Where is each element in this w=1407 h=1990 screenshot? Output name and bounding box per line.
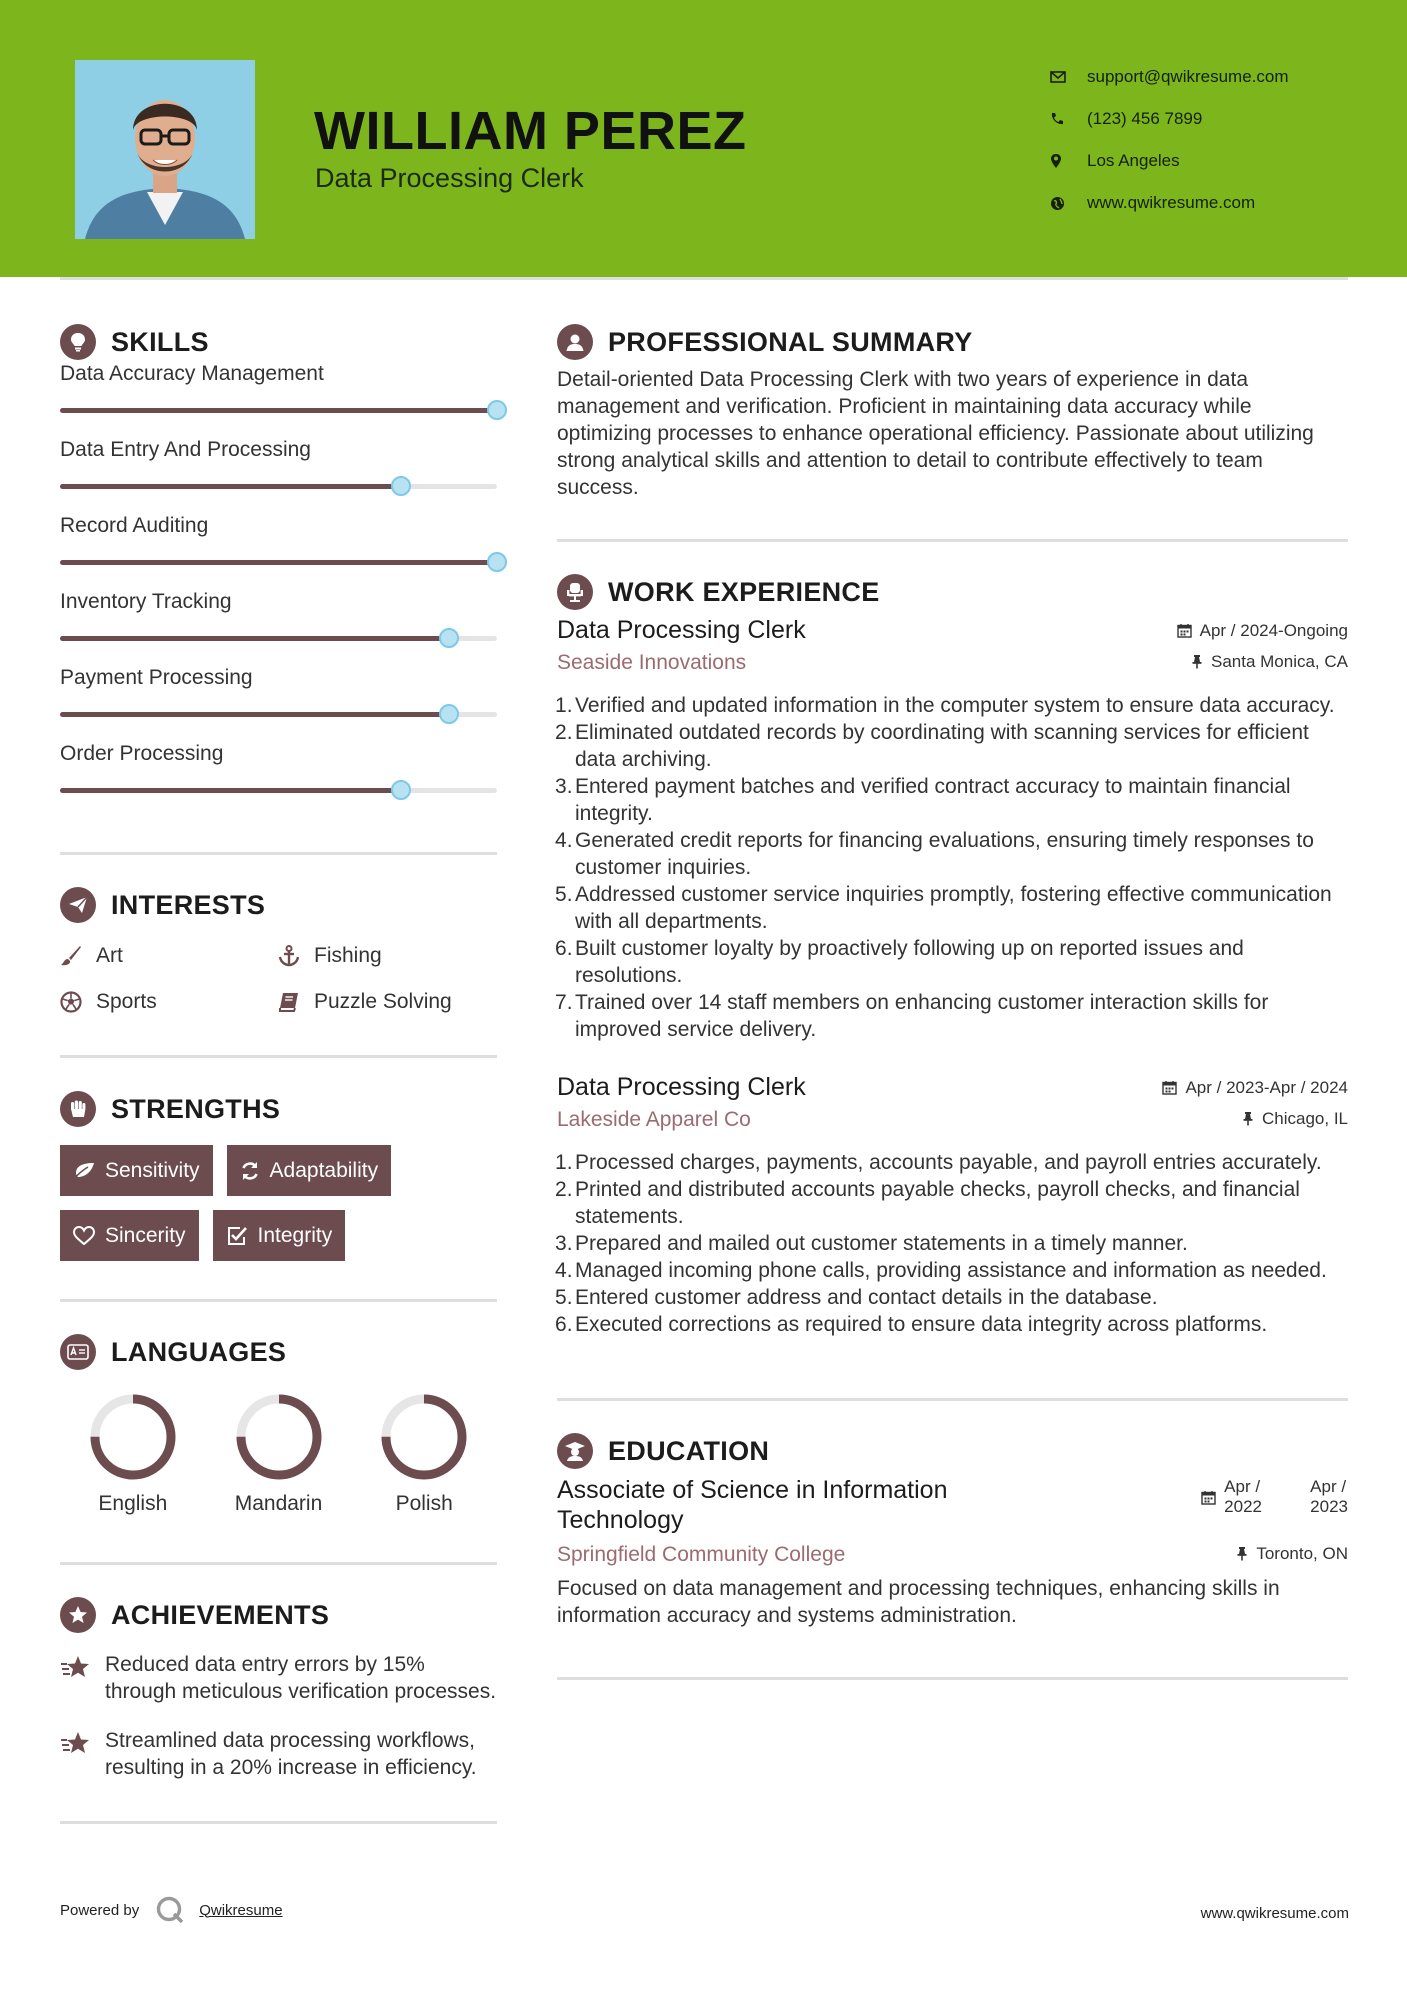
brush-icon [60, 945, 96, 967]
skill-name: Record Auditing [60, 514, 209, 537]
job-bullet: Entered customer address and contact details in the database. [575, 1286, 1158, 1309]
skill-bar-knob [487, 400, 507, 420]
job-bullet: Trained over 14 staff members on enhancing customer interaction skills for improved service delivery. [575, 991, 1269, 1041]
education-end-month: Apr / [1310, 1477, 1347, 1496]
skill-name: Data Entry And Processing [60, 438, 311, 461]
pushpin-icon [1242, 1111, 1254, 1126]
language-label: Polish [395, 1492, 453, 1515]
book-icon [278, 991, 314, 1013]
skill-item [60, 356, 497, 432]
interests-list [60, 941, 497, 1017]
skills-title: SKILLS [111, 326, 209, 357]
calendar-icon [1177, 623, 1192, 638]
graduate-icon [557, 1433, 593, 1469]
contact-phone[interactable] [1050, 98, 1390, 140]
globe-icon [1050, 196, 1087, 211]
job-title: Data Processing Clerk [557, 1073, 806, 1101]
candidate-name: WILLIAM PEREZ [314, 101, 747, 161]
skill-bar [60, 408, 497, 413]
calendar-icon [1201, 1490, 1216, 1505]
strength-label: Adaptability [269, 1158, 379, 1182]
heart-icon [73, 1226, 95, 1246]
education-end [1310, 1477, 1348, 1517]
summary-title: PROFESSIONAL SUMMARY [608, 326, 973, 357]
contact-email[interactable] [1050, 56, 1390, 98]
skill-bar [60, 712, 497, 717]
pushpin-icon [1191, 654, 1203, 669]
footer-powered-by [60, 1895, 283, 1925]
job-bullets [557, 692, 1348, 1043]
job-bullet: Generated credit reports for financing evaluations, ensuring timely responses to customer inquiries. [575, 829, 1314, 879]
language-card-icon [60, 1334, 96, 1370]
skill-name: Inventory Tracking [60, 590, 232, 613]
achievement-item [60, 1651, 497, 1705]
section-divider [557, 1398, 1348, 1401]
skill-item [60, 432, 497, 508]
anchor-icon [278, 945, 314, 967]
left-column [60, 320, 497, 1824]
language-item [60, 1390, 206, 1516]
contact-phone-text: (123) 456 7899 [1087, 109, 1203, 128]
profile-photo [75, 60, 255, 239]
language-label: Mandarin [234, 1492, 323, 1515]
section-divider [60, 1562, 497, 1565]
job-location [1242, 1109, 1348, 1129]
skill-name: Payment Processing [60, 666, 253, 689]
education-dates [1201, 1477, 1348, 1517]
education-start [1224, 1477, 1280, 1517]
skill-bar-knob [439, 628, 459, 648]
job-location [1191, 652, 1348, 672]
achievement-text: Reduced data entry errors by 15% through meticulous verification processes. [105, 1653, 497, 1703]
interest-label: Puzzle Solving [314, 990, 452, 1013]
leaf-icon [73, 1162, 95, 1180]
achievement-text: Streamlined data processing workflows, resulting in a 20% increase in efficiency. [105, 1729, 477, 1779]
job-bullet: Verified and updated information in the computer system to ensure data accuracy. [575, 694, 1335, 717]
section-divider [557, 1677, 1348, 1680]
education-entry [557, 1475, 1348, 1629]
language-progress-ring [232, 1390, 326, 1484]
education-end-year: 2023 [1310, 1497, 1348, 1516]
skill-bar [60, 636, 497, 641]
skill-bar [60, 560, 497, 565]
section-divider [557, 539, 1348, 542]
skill-bar [60, 484, 497, 489]
interest-label: Fishing [314, 944, 382, 967]
achievement-item [60, 1727, 497, 1781]
interest-item [60, 987, 278, 1017]
soccer-ball-icon [60, 991, 96, 1013]
lightbulb-icon [60, 324, 96, 360]
skill-bar-fill [60, 408, 497, 413]
strength-label: Integrity [257, 1223, 333, 1247]
contact-email-text: support@qwikresume.com [1087, 67, 1289, 86]
footer-site[interactable]: www.qwikresume.com [1200, 1905, 1349, 1922]
strength-tag [60, 1210, 199, 1261]
achievements-heading [60, 1593, 497, 1637]
job-dates [1177, 621, 1348, 641]
education-title: EDUCATION [608, 1435, 770, 1466]
job-title: Data Processing Clerk [557, 616, 806, 644]
job-bullet: Executed corrections as required to ensure data integrity across platforms. [575, 1313, 1268, 1336]
calendar-icon [1162, 1080, 1177, 1095]
language-progress-ring [86, 1390, 180, 1484]
experience-title: WORK EXPERIENCE [608, 576, 880, 607]
skill-item [60, 584, 497, 660]
languages-title: LANGUAGES [111, 1336, 287, 1367]
interests-title: INTERESTS [111, 889, 266, 920]
office-chair-icon [557, 574, 593, 610]
skill-bar-knob [391, 476, 411, 496]
job-dates [1162, 1078, 1348, 1098]
interest-label: Sports [96, 990, 157, 1013]
header-banner [0, 0, 1407, 277]
skill-bar-knob [391, 780, 411, 800]
job-bullet: Managed incoming phone calls, providing assistance and information as needed. [575, 1259, 1327, 1282]
qwikresume-link[interactable]: Qwikresume [199, 1901, 283, 1919]
section-divider [60, 1821, 497, 1824]
interests-heading [60, 883, 497, 927]
contact-location [1050, 140, 1390, 182]
skill-item [60, 736, 497, 812]
skill-bar-fill [60, 788, 401, 793]
strength-tag [227, 1145, 392, 1196]
interest-item [60, 941, 278, 971]
education-start-month: Apr / [1224, 1477, 1261, 1496]
job-bullet: Built customer loyalty by proactively following up on reported issues and resolutions. [575, 937, 1244, 987]
achievements-list [60, 1651, 497, 1781]
skill-bar-fill [60, 560, 497, 565]
summary-heading [557, 320, 1348, 364]
strength-label: Sincerity [105, 1223, 186, 1247]
experience-heading [557, 570, 1348, 614]
map-pin-icon [1050, 153, 1087, 169]
languages-heading [60, 1330, 497, 1374]
job-dates-text: Apr / 2024-Ongoing [1199, 620, 1348, 640]
education-location-text: Toronto, ON [1256, 1543, 1348, 1563]
education-text: Focused on data management and processing techniques, enhancing skills in information accuracy and systems administration. [557, 1577, 1280, 1627]
job-bullet: Entered payment batches and verified contract accuracy to maintain financial integrity. [575, 775, 1291, 825]
interest-item [278, 941, 497, 971]
interest-label: Art [96, 944, 123, 967]
language-progress-ring [377, 1390, 471, 1484]
skill-item [60, 660, 497, 736]
language-item [351, 1390, 497, 1516]
job-location-text: Chicago, IL [1262, 1108, 1348, 1128]
interest-item [278, 987, 497, 1017]
achievements-title: ACHIEVEMENTS [111, 1599, 330, 1630]
strength-label: Sensitivity [105, 1158, 200, 1182]
education-start-year: 2022 [1224, 1497, 1262, 1516]
section-divider [60, 1055, 497, 1058]
user-icon [557, 324, 593, 360]
star-icon [60, 1651, 105, 1705]
refresh-icon [240, 1161, 260, 1181]
star-icon [60, 1727, 105, 1781]
contact-website-text: www.qwikresume.com [1087, 193, 1256, 212]
skill-name: Order Processing [60, 742, 224, 765]
section-divider [60, 1299, 497, 1302]
paper-plane-icon [60, 887, 96, 923]
summary-text: Detail-oriented Data Processing Clerk with two years of experience in data management and verification. Proficient in maintaining data accuracy while optimizing processes to enhance operational efficiency. Passionate about utilizing strong analytical skills and attention to detail to contribute effectively to team success. [557, 368, 1314, 499]
job-bullets [557, 1149, 1348, 1338]
languages-list [60, 1390, 497, 1516]
contact-website[interactable] [1050, 182, 1390, 224]
skills-list [60, 356, 497, 812]
job-bullet: Prepared and mailed out customer statements in a timely manner. [575, 1232, 1188, 1255]
contact-location-text: Los Angeles [1087, 151, 1180, 170]
skill-bar [60, 788, 497, 793]
job-entry [557, 616, 1348, 1043]
school-name: Springfield Community College [557, 1543, 846, 1566]
language-label: English [98, 1492, 168, 1515]
skill-bar-fill [60, 484, 401, 489]
skill-bar-fill [60, 712, 449, 717]
job-location-text: Santa Monica, CA [1210, 651, 1348, 671]
powered-by-label: Powered by [60, 1901, 140, 1919]
contact-list [1050, 56, 1390, 224]
degree-title: Associate of Science in Information Technology [557, 1476, 948, 1534]
education-heading [557, 1429, 1348, 1473]
skill-item [60, 508, 497, 584]
strengths-heading [60, 1087, 497, 1131]
phone-icon [1050, 112, 1087, 126]
strengths-list [60, 1145, 460, 1261]
job-company: Lakeside Apparel Co [557, 1108, 751, 1131]
skill-name: Data Accuracy Management [60, 362, 324, 385]
job-bullet: Eliminated outdated records by coordinating with scanning services for efficient data archiving. [575, 721, 1309, 771]
job-entry [557, 1073, 1348, 1338]
header-divider [60, 277, 1348, 280]
job-bullet: Processed charges, payments, accounts payable, and payroll entries accurately. [575, 1151, 1322, 1174]
skill-bar-knob [439, 704, 459, 724]
strength-tag [213, 1210, 346, 1261]
qwikresume-logo-icon [155, 1895, 185, 1925]
right-column [557, 320, 1348, 1680]
skill-bar-fill [60, 636, 449, 641]
star-badge-icon [60, 1597, 96, 1633]
strength-tag [60, 1145, 213, 1196]
job-bullet: Printed and distributed accounts payable checks, payroll checks, and financial statements. [575, 1178, 1300, 1228]
job-bullet: Addressed customer service inquiries promptly, fostering effective communication with all departments. [575, 883, 1332, 933]
language-item [206, 1390, 352, 1516]
job-company: Seaside Innovations [557, 651, 747, 674]
section-divider [60, 852, 497, 855]
pushpin-icon [1236, 1546, 1248, 1561]
education-location [1236, 1544, 1348, 1564]
candidate-role: Data Processing Clerk [315, 163, 584, 193]
skill-bar-knob [487, 552, 507, 572]
strengths-title: STRENGTHS [111, 1093, 281, 1124]
check-square-icon [226, 1226, 248, 1246]
envelope-icon [1050, 71, 1087, 83]
job-dates-text: Apr / 2023-Apr / 2024 [1185, 1077, 1348, 1097]
fist-icon [60, 1091, 96, 1127]
